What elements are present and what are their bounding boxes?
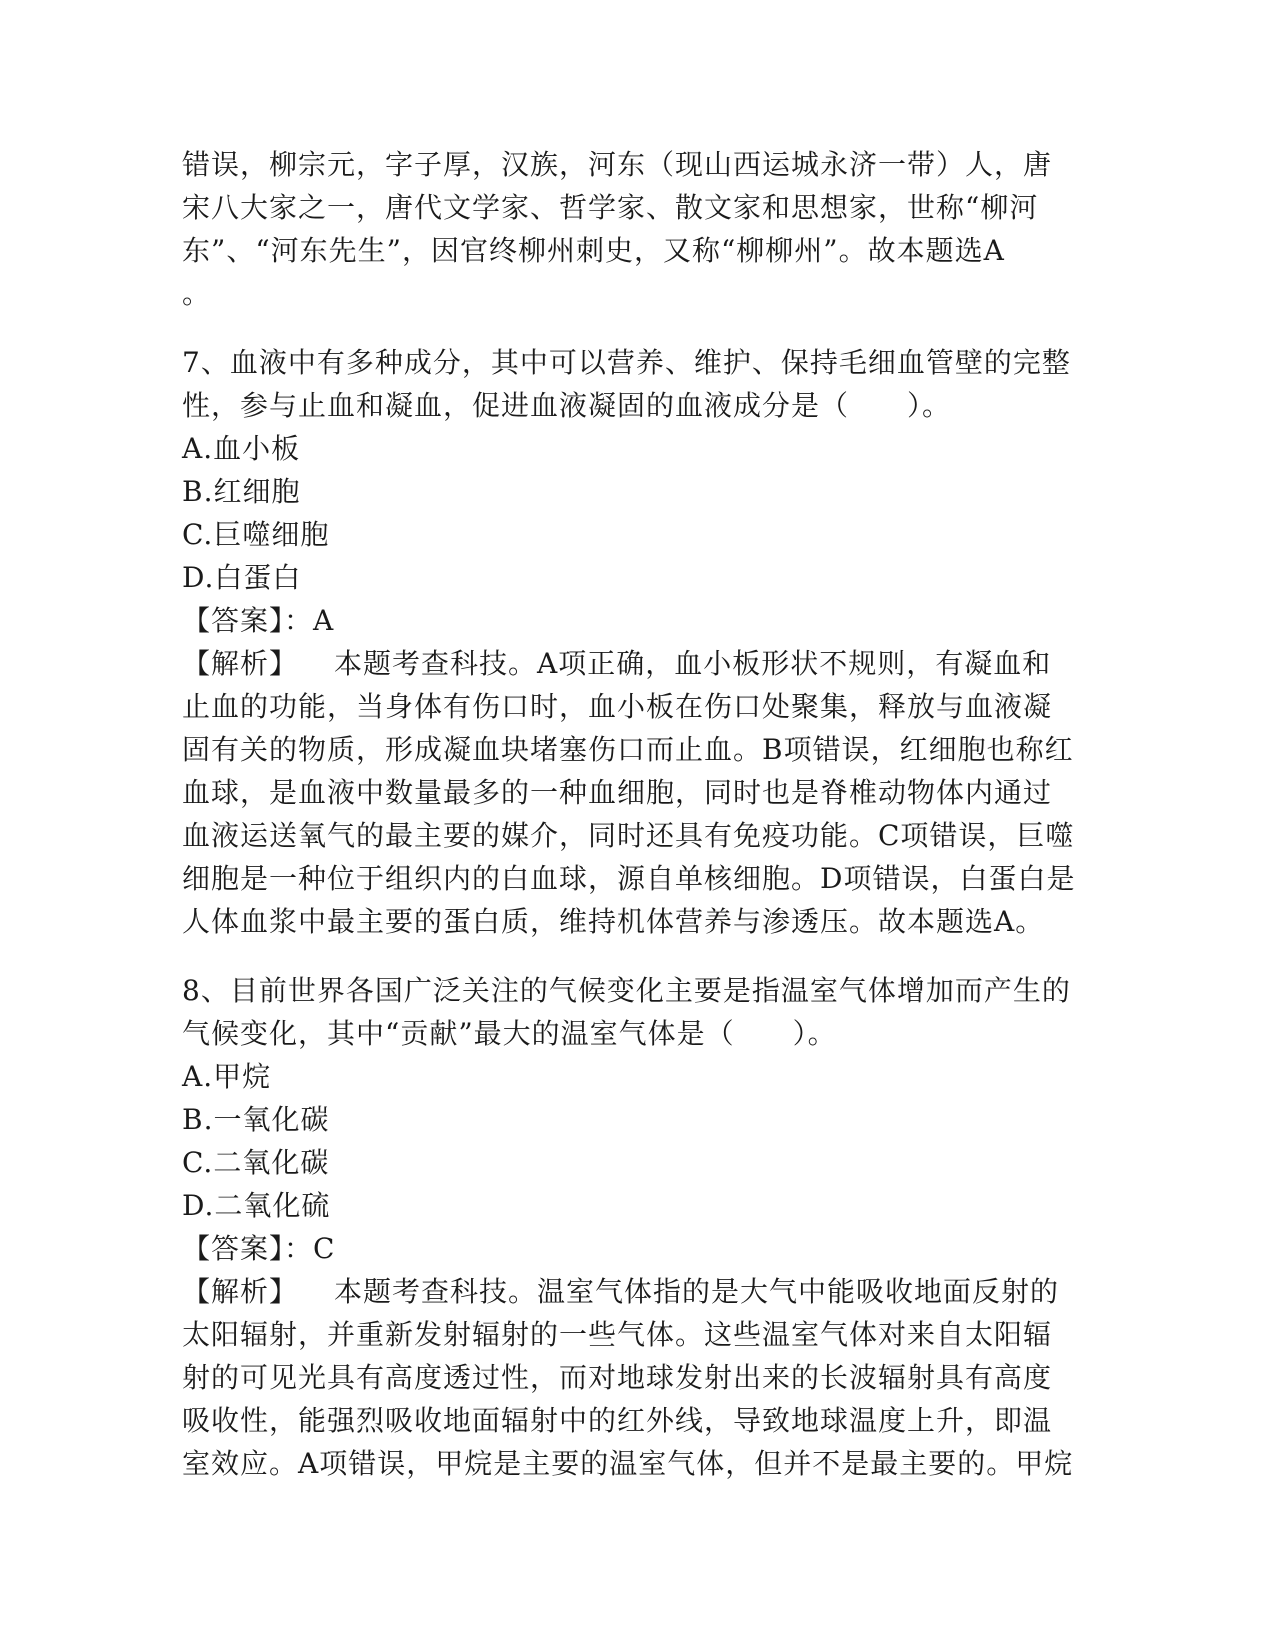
question-stem-line: 气候变化，其中“贡献”最大的温室气体是（ ）。 [182, 1017, 837, 1050]
answer-label: 【答案】 [182, 1232, 285, 1265]
question-7 [182, 341, 1082, 943]
answer-separator: ： [284, 604, 314, 637]
analysis-line: 血球，是血液中数量最多的一种血细胞，同时也是脊椎动物体内通过 [182, 776, 1053, 809]
analysis-line: 太阳辐射，并重新发射辐射的一些气体。这些温室气体对来自太阳辐 [182, 1318, 1053, 1351]
option-a: A.血小板 [182, 432, 301, 465]
analysis-line [182, 1270, 1082, 1313]
question-stem-line: 8、目前世界各国广泛关注的气候变化主要是指温室气体增加而产生的 [182, 974, 1071, 1007]
spacer [182, 315, 1082, 341]
analysis-line [182, 642, 1082, 685]
answer-line [182, 1227, 1082, 1270]
answer-line [182, 599, 1082, 642]
text-line: 东”、“河东先生”，因官终柳州刺史，又称“柳柳州”。故本题选A [182, 234, 1005, 267]
option-b: B.一氧化碳 [182, 1103, 330, 1136]
analysis-text: 本题考查科技。温室气体指的是大气中能吸收地面反射的 [334, 1275, 1060, 1308]
analysis-text: 本题考查科技。A项正确，血小板形状不规则，有凝血和 [334, 647, 1052, 680]
analysis-line: 射的可见光具有高度透过性，而对地球发射出来的长波辐射具有高度 [182, 1361, 1053, 1394]
option-d: D.白蛋白 [182, 561, 302, 594]
answer-value: A [313, 604, 335, 637]
analysis-line: 吸收性，能强烈吸收地面辐射中的红外线，导致地球温度上升，即温 [182, 1404, 1053, 1437]
option-c: C.巨噬细胞 [182, 518, 330, 551]
option-c: C.二氧化碳 [182, 1146, 330, 1179]
question-stem-line: 7、血液中有多种成分，其中可以营养、维护、保持毛细血管壁的完整 [182, 346, 1071, 379]
analysis-line: 室效应。A项错误，甲烷是主要的温室气体，但并不是最主要的。甲烷 [182, 1447, 1074, 1480]
answer-separator: ： [284, 1232, 314, 1265]
analysis-label: 【解析】 [182, 647, 299, 680]
analysis-line: 止血的功能，当身体有伤口时，血小板在伤口处聚集，释放与血液凝 [182, 690, 1053, 723]
previous-explanation [182, 143, 1082, 315]
analysis-line: 固有关的物质，形成凝血块堵塞伤口而止血。B项错误，红细胞也称红 [182, 733, 1074, 766]
answer-label: 【答案】 [182, 604, 285, 637]
analysis-line: 细胞是一种位于组织内的白血球，源自单核细胞。D项错误，白蛋白是 [182, 862, 1076, 895]
text-line: 错误，柳宗元，字子厚，汉族，河东（现山西运城永济一带）人，唐 [182, 148, 1053, 181]
analysis-line: 血液运送氧气的最主要的媒介，同时还具有免疫功能。C项错误，巨噬 [182, 819, 1075, 852]
question-8 [182, 969, 1082, 1485]
option-a: A.甲烷 [182, 1060, 272, 1093]
text-line: 。 [182, 277, 212, 310]
text-line: 宋八大家之一，唐代文学家、哲学家、散文家和思想家，世称“柳河 [182, 191, 1039, 224]
answer-value: C [313, 1232, 336, 1265]
question-stem-line: 性，参与止血和凝血，促进血液凝固的血液成分是（ ）。 [182, 389, 952, 422]
analysis-label: 【解析】 [182, 1275, 299, 1308]
analysis-line: 人体血浆中最主要的蛋白质，维持机体营养与渗透压。故本题选A。 [182, 905, 1045, 938]
option-b: B.红细胞 [182, 475, 301, 508]
spacer [182, 943, 1082, 969]
document-page [182, 143, 1082, 1485]
option-d: D.二氧化硫 [182, 1189, 331, 1222]
